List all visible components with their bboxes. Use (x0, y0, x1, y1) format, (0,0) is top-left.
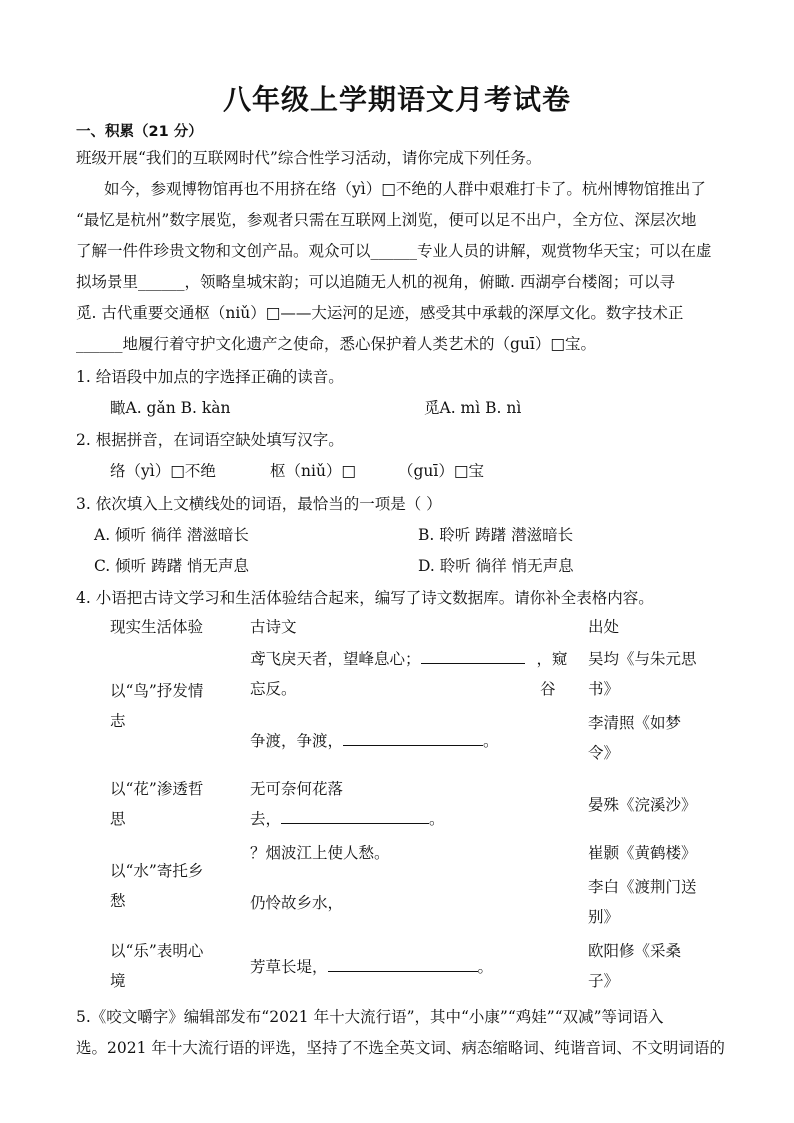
table-row-experience: 以“乐”表明心 境 (110, 942, 204, 990)
passage-line: 觅. 古代重要交通枢（niǔ）□——大运河的足迹，感受其中承载的深厚文化。数字技术正 (76, 304, 684, 322)
question-3-stem: 3. 依次填入上文横线处的词语，最恰当的一项是（ ） (76, 495, 442, 513)
question-4-stem: 4. 小语把古诗文学习和生活体验结合起来，编写了诗文数据库。请你补全表格内容。 (76, 589, 654, 607)
table-row-poem: 无可奈何花落 去， 。 (250, 780, 445, 828)
task-intro: 班级开展“我们的互联网时代”综合性学习活动，请你完成下列任务。 (76, 149, 542, 167)
question-2-item: 络（yì）□不绝 (110, 462, 216, 480)
question-3-option-b: B. 聆听 踌躇 潜滋暗长 (418, 526, 574, 544)
passage-line: 如今，参观博物馆再也不用挤在络（yì）□不绝的人群中艰难打卡了。杭州博物馆推出了 (104, 180, 706, 198)
table-row-source: 李白《渡荆门送 别》 (588, 878, 697, 926)
question-5-line: 选。2021 年十大流行语的评选，坚持了不选全英文词、病态缩略词、纯谐音词、不文明词语的 (76, 1039, 725, 1057)
table-row-poem: 鸢飞戾天者，望峰息心； ，窥 (250, 650, 568, 668)
table-row-poem: 仍怜故乡水， (250, 894, 344, 912)
question-1-option-right: 觅A. mì B. nì (424, 399, 522, 417)
question-2-item: 枢（niǔ）□ (270, 462, 357, 480)
table-row-source: 李清照《如梦 令》 (588, 714, 682, 762)
table-row-poem: 芳草长堤， 。 (250, 958, 494, 976)
passage-line: 拟场景里______，领略皇城宋韵；可以追随无人机的视角，俯瞰. 西湖亭台楼阁；可以寻 (76, 273, 675, 291)
question-5-line: 5.《咬文嚼字》编辑部发布“2021 年十大流行语”，其中“小康”“鸡娃”“双减”等词语入 (76, 1008, 664, 1026)
passage-line: 了解一件件珍贵文物和文创产品。观众可以______专业人员的讲解，观赏物华天宝；可以在虚 (76, 242, 712, 260)
section-heading: 一、积累（21 分） (76, 124, 203, 140)
question-2-item: （guī）□宝 (398, 462, 485, 480)
passage-line: “最忆是杭州”数字展览，参观者只需在互联网上浏览，便可以足不出户，全方位、深层次地 (76, 211, 697, 229)
question-3-option-a: A. 倾听 徜徉 潜滋暗长 (94, 526, 249, 544)
table-header-poem: 古诗文 (250, 618, 297, 636)
answer-blank[interactable] (328, 957, 478, 972)
table-header-experience: 现实生活体验 (110, 618, 204, 636)
question-2-stem: 2. 根据拼音，在词语空缺处填写汉字。 (76, 431, 344, 449)
table-row-poem: 忘反。 (250, 680, 297, 698)
question-1-stem: 1. 给语段中加点的字选择正确的读音。 (76, 368, 344, 386)
question-1-option-left: 瞰A. gǎn B. kàn (110, 399, 231, 417)
page-title: 八年级上学期语文月考试卷 (222, 83, 571, 116)
passage-line: ______地履行着守护文化遗产之使命，悉心保护着人类艺术的（guī）□宝。 (76, 335, 597, 353)
answer-blank[interactable] (281, 809, 429, 824)
question-3-option-d: D. 聆听 徜徉 悄无声息 (418, 557, 574, 575)
answer-blank[interactable] (421, 649, 525, 664)
table-row-poem: 谷 (540, 680, 556, 698)
table-row-source: 崔颢《黄鹤楼》 (588, 844, 697, 862)
table-row-source: 晏殊《浣溪沙》 (588, 796, 697, 814)
table-row-experience: 以“水”寄托乡 愁 (110, 862, 204, 910)
table-row-experience: 以“鸟”抒发情 志 (110, 682, 204, 730)
table-header-source: 出处 (588, 618, 620, 636)
question-3-option-c: C. 倾听 踌躇 悄无声息 (94, 557, 250, 575)
table-row-source: 吴均《与朱元思 书》 (588, 650, 697, 698)
table-row-poem: ？烟波江上使人愁。 (250, 844, 390, 862)
table-row-source: 欧阳修《采桑 子》 (588, 942, 682, 990)
answer-blank[interactable] (343, 731, 483, 746)
table-row-experience: 以“花”渗透哲 思 (110, 780, 204, 828)
table-row-poem: 争渡，争渡， 。 (250, 732, 499, 750)
